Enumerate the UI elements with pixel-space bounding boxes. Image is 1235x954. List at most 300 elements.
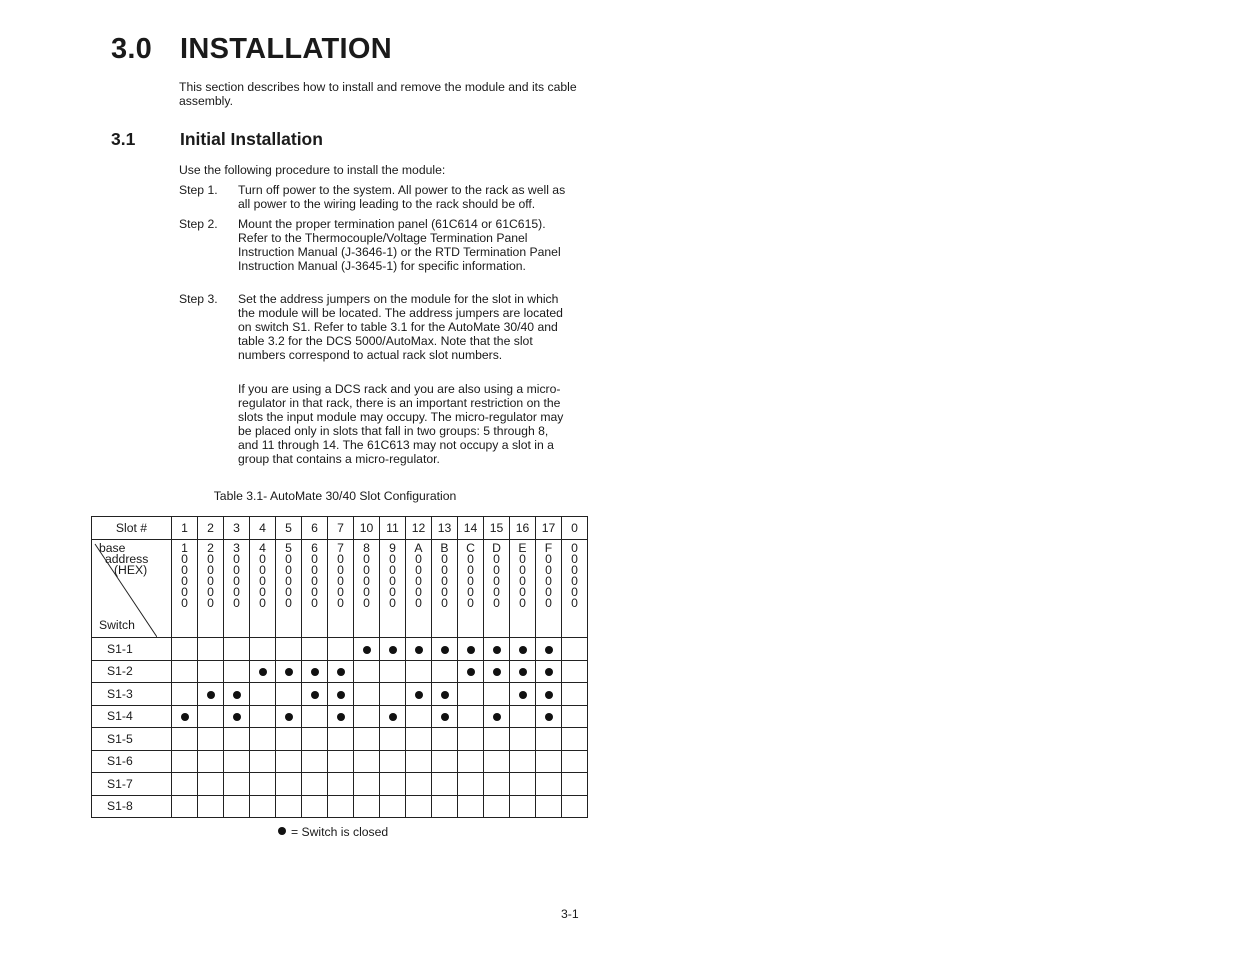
- switch-cell: [328, 660, 354, 683]
- switch-cell: [406, 660, 432, 683]
- address-digit: 0: [415, 596, 422, 610]
- switch-cell: [354, 795, 380, 818]
- address-digit: A: [414, 541, 423, 555]
- slot-header-row: [92, 517, 588, 540]
- address-digit: 0: [545, 563, 552, 577]
- switch-name: S1-5: [92, 728, 172, 751]
- closed-dot-icon: [389, 713, 397, 721]
- switch-cell: [562, 638, 588, 661]
- slot-header-cell: 12: [406, 517, 432, 540]
- address-digit: 0: [337, 552, 344, 566]
- address-digit: 0: [493, 552, 500, 566]
- switch-cell: [302, 660, 328, 683]
- address-cell: [536, 540, 562, 638]
- switch-cell: [562, 795, 588, 818]
- slot-header-cell: 16: [510, 517, 536, 540]
- switch-cell: [406, 795, 432, 818]
- address-digit: 8: [363, 541, 370, 555]
- address-digit: 0: [233, 552, 240, 566]
- switch-name: S1-6: [92, 750, 172, 773]
- address-digit: 0: [493, 563, 500, 577]
- switch-cell: [484, 773, 510, 796]
- closed-dot-icon: [233, 713, 241, 721]
- closed-dot-icon: [545, 646, 553, 654]
- address-digit: 2: [207, 541, 214, 555]
- switch-cell: [354, 750, 380, 773]
- switch-cell: [250, 773, 276, 796]
- switch-cell: [510, 638, 536, 661]
- table-caption: Table 3.1- AutoMate 30/40 Slot Configuration: [213, 489, 457, 503]
- switch-cell: [484, 638, 510, 661]
- switch-cell: [536, 728, 562, 751]
- switch-cell: [172, 795, 198, 818]
- switch-cell: [406, 683, 432, 706]
- address-digit: 0: [311, 585, 318, 599]
- closed-dot-icon: [493, 668, 501, 676]
- address-digit: 0: [259, 552, 266, 566]
- switch-cell: [198, 683, 224, 706]
- address-digit: 0: [233, 563, 240, 577]
- slot-header-cell: 7: [328, 517, 354, 540]
- address-digit: 3: [233, 541, 240, 555]
- address-cell: [458, 540, 484, 638]
- address-digit: 0: [493, 596, 500, 610]
- address-digit: 0: [337, 574, 344, 588]
- address-digit: 0: [285, 552, 292, 566]
- switch-cell: [510, 773, 536, 796]
- slot-header-label: Slot #: [92, 517, 172, 540]
- closed-dot-icon: [441, 691, 449, 699]
- address-cell: [562, 540, 588, 638]
- switch-cell: [198, 773, 224, 796]
- address-digit: 0: [389, 585, 396, 599]
- address-digit: 0: [519, 596, 526, 610]
- switch-cell: [354, 660, 380, 683]
- switch-cell: [432, 705, 458, 728]
- address-digit: 0: [207, 563, 214, 577]
- address-digit: 0: [571, 552, 578, 566]
- switch-cell: [380, 660, 406, 683]
- closed-dot-icon: [285, 713, 293, 721]
- base-address-switch-cell: [92, 540, 172, 638]
- switch-cell: [484, 750, 510, 773]
- switch-cell: [458, 773, 484, 796]
- switch-cell: [328, 683, 354, 706]
- switch-cell: [276, 683, 302, 706]
- switch-cell: [224, 638, 250, 661]
- address-digit: 0: [571, 541, 578, 555]
- switch-cell: [172, 705, 198, 728]
- address-cell: [380, 540, 406, 638]
- address-digit: 0: [389, 563, 396, 577]
- switch-cell: [302, 683, 328, 706]
- slot-header-cell: 13: [432, 517, 458, 540]
- base-label: base: [99, 541, 126, 555]
- address-cell: [250, 540, 276, 638]
- address-digit: 0: [259, 574, 266, 588]
- switch-cell: [198, 638, 224, 661]
- switch-cell: [536, 705, 562, 728]
- address-digit: 0: [545, 574, 552, 588]
- switch-cell: [354, 638, 380, 661]
- address-digit: 0: [389, 574, 396, 588]
- address-digit: 0: [181, 574, 188, 588]
- switch-cell: [224, 705, 250, 728]
- switch-name: S1-1: [92, 638, 172, 661]
- switch-cell: [510, 728, 536, 751]
- switch-cell: [380, 750, 406, 773]
- switch-cell: [172, 728, 198, 751]
- slot-header-cell: 15: [484, 517, 510, 540]
- address-digit: 0: [571, 596, 578, 610]
- switch-cell: [328, 705, 354, 728]
- address-cell: [198, 540, 224, 638]
- step-1-text: Turn off power to the system. All power to the rack as well as all power to the wiring leading to the rack should be off.: [238, 183, 566, 211]
- address-digit: E: [518, 541, 527, 555]
- procedure-intro: Use the following procedure to install the module:: [179, 163, 446, 177]
- closed-dot-icon: [337, 668, 345, 676]
- slot-header-cell: 11: [380, 517, 406, 540]
- address-digit: B: [440, 541, 449, 555]
- closed-dot-icon: [519, 691, 527, 699]
- switch-cell: [458, 660, 484, 683]
- address-cell: [484, 540, 510, 638]
- switch-cell: [172, 638, 198, 661]
- address-digit: 0: [207, 585, 214, 599]
- address-digit: 0: [389, 552, 396, 566]
- switch-cell: [562, 683, 588, 706]
- switch-cell: [302, 773, 328, 796]
- address-digit: 0: [545, 585, 552, 599]
- address-digit: 0: [207, 574, 214, 588]
- address-digit: 0: [415, 574, 422, 588]
- switch-cell: [536, 660, 562, 683]
- switch-cell: [484, 705, 510, 728]
- switch-cell: [406, 638, 432, 661]
- switch-cell: [354, 683, 380, 706]
- address-digit: 0: [571, 585, 578, 599]
- address-digit: 0: [441, 585, 448, 599]
- switch-cell: [458, 683, 484, 706]
- switch-cell: [536, 683, 562, 706]
- switch-cell: [276, 660, 302, 683]
- address-digit: 0: [467, 563, 474, 577]
- switch-cell: [510, 660, 536, 683]
- switch-row: [92, 773, 588, 796]
- closed-dot-icon: [278, 827, 286, 835]
- step-3-label: Step 3.: [179, 292, 218, 306]
- address-digit: 0: [571, 574, 578, 588]
- switch-row: [92, 638, 588, 661]
- switch-cell: [276, 750, 302, 773]
- address-digit: 0: [519, 552, 526, 566]
- address-digit: 0: [571, 563, 578, 577]
- address-digit: F: [544, 541, 553, 555]
- slot-header-cell: 17: [536, 517, 562, 540]
- switch-cell: [224, 660, 250, 683]
- address-digit: 0: [337, 563, 344, 577]
- switch-cell: [302, 638, 328, 661]
- switch-cell: [224, 728, 250, 751]
- switch-cell: [276, 795, 302, 818]
- switch-cell: [224, 773, 250, 796]
- step-3-text: Set the address jumpers on the module for the slot in which the module will be located. The address jumpers are located on switch S1. Refer to table 3.1 for the AutoMate 30/40 and table 3.2 for the DCS 5000/AutoMax. Note that the slot numbers correspond to actual rack slot numbers.: [238, 292, 563, 362]
- switch-cell: [458, 728, 484, 751]
- switch-cell: [432, 638, 458, 661]
- address-digit: 0: [493, 585, 500, 599]
- switch-cell: [432, 795, 458, 818]
- closed-dot-icon: [181, 713, 189, 721]
- address-cell: [328, 540, 354, 638]
- address-digit: 0: [467, 574, 474, 588]
- address-cell: [354, 540, 380, 638]
- address-digit: 0: [233, 596, 240, 610]
- address-digit: 0: [363, 574, 370, 588]
- address-digit: 6: [311, 541, 318, 555]
- address-digit: 0: [545, 596, 552, 610]
- step-3-note: If you are using a DCS rack and you are also using a micro-regulator in that rack, there is an important restriction on the slots the input module may occupy. The micro-regulator may be placed only in slots that fall in two groups: 5 through 8, and 11 through 14. The 61C613 may not occupy a slot in a group that contains a micro-regulator.: [238, 382, 564, 466]
- closed-dot-icon: [389, 646, 397, 654]
- switch-cell: [536, 638, 562, 661]
- address-digit: 0: [233, 574, 240, 588]
- switch-cell: [328, 750, 354, 773]
- address-cell: [172, 540, 198, 638]
- slot-header-cell: 5: [276, 517, 302, 540]
- address-digit: 4: [259, 541, 266, 555]
- switch-cell: [250, 705, 276, 728]
- page-number: 3-1: [561, 907, 579, 921]
- closed-dot-icon: [337, 691, 345, 699]
- slot-header-cell: 14: [458, 517, 484, 540]
- address-digit: 0: [233, 585, 240, 599]
- switch-cell: [484, 683, 510, 706]
- switch-cell: [380, 683, 406, 706]
- switch-cell: [536, 750, 562, 773]
- address-digit: 0: [363, 552, 370, 566]
- closed-dot-icon: [545, 691, 553, 699]
- address-digit: C: [466, 541, 475, 555]
- switch-row: [92, 660, 588, 683]
- closed-dot-icon: [415, 646, 423, 654]
- closed-dot-icon: [545, 713, 553, 721]
- address-digit: 0: [441, 563, 448, 577]
- address-digit: 5: [285, 541, 292, 555]
- switch-cell: [250, 638, 276, 661]
- switch-cell: [354, 705, 380, 728]
- closed-dot-icon: [441, 646, 449, 654]
- address-digit: 0: [415, 552, 422, 566]
- switch-cell: [458, 750, 484, 773]
- switch-cell: [406, 750, 432, 773]
- switch-cell: [510, 705, 536, 728]
- switch-label: Switch: [99, 618, 135, 632]
- address-digit: 0: [363, 585, 370, 599]
- closed-dot-icon: [233, 691, 241, 699]
- address-digit: 0: [311, 563, 318, 577]
- chapter-title: INSTALLATION: [180, 33, 392, 65]
- switch-cell: [276, 705, 302, 728]
- step-2-label: Step 2.: [179, 217, 218, 231]
- address-digit: 0: [363, 563, 370, 577]
- switch-cell: [380, 705, 406, 728]
- switch-cell: [302, 705, 328, 728]
- address-digit: 0: [467, 585, 474, 599]
- address-row: [92, 540, 588, 638]
- address-digit: 0: [181, 596, 188, 610]
- address-digit: 0: [207, 596, 214, 610]
- closed-dot-icon: [363, 646, 371, 654]
- closed-dot-icon: [415, 691, 423, 699]
- address-cell: [406, 540, 432, 638]
- closed-dot-icon: [467, 646, 475, 654]
- address-digit: 0: [467, 596, 474, 610]
- closed-dot-icon: [467, 668, 475, 676]
- switch-name: S1-3: [92, 683, 172, 706]
- slot-header-cell: 2: [198, 517, 224, 540]
- step-1-label: Step 1.: [179, 183, 218, 197]
- section-title: Initial Installation: [180, 129, 323, 149]
- address-label: address: [105, 552, 149, 566]
- intro-paragraph: This section describes how to install and remove the module and its cable assembly.: [179, 80, 577, 108]
- step-2-text: Mount the proper termination panel (61C614 or 61C615). Refer to the Thermocouple/Voltage Termination Panel Instruction Manual (J-3646-1) or the RTD Termination Panel Instruction Manual (J-3645-1) for specific information.: [238, 217, 561, 273]
- switch-cell: [380, 728, 406, 751]
- address-digit: 0: [259, 596, 266, 610]
- address-digit: 0: [415, 563, 422, 577]
- address-cell: [302, 540, 328, 638]
- switch-cell: [250, 660, 276, 683]
- closed-dot-icon: [207, 691, 215, 699]
- switch-cell: [224, 683, 250, 706]
- address-digit: 0: [493, 574, 500, 588]
- table-legend: [278, 825, 388, 839]
- address-digit: 0: [181, 563, 188, 577]
- address-digit: 0: [363, 596, 370, 610]
- address-cell: [224, 540, 250, 638]
- switch-cell: [432, 773, 458, 796]
- address-digit: 0: [441, 596, 448, 610]
- switch-cell: [250, 750, 276, 773]
- address-digit: 0: [467, 552, 474, 566]
- address-digit: D: [492, 541, 501, 555]
- switch-cell: [432, 660, 458, 683]
- section-number: 3.1: [111, 129, 136, 149]
- switch-cell: [510, 750, 536, 773]
- address-digit: 0: [285, 563, 292, 577]
- address-digit: 0: [285, 596, 292, 610]
- switch-cell: [536, 795, 562, 818]
- switch-cell: [406, 728, 432, 751]
- closed-dot-icon: [311, 668, 319, 676]
- address-digit: 0: [259, 585, 266, 599]
- switch-cell: [302, 750, 328, 773]
- address-digit: 0: [415, 585, 422, 599]
- address-digit: 0: [441, 574, 448, 588]
- address-cell: [276, 540, 302, 638]
- closed-dot-icon: [441, 713, 449, 721]
- address-digit: 0: [337, 596, 344, 610]
- switch-cell: [432, 683, 458, 706]
- switch-cell: [328, 795, 354, 818]
- address-digit: 0: [389, 596, 396, 610]
- closed-dot-icon: [311, 691, 319, 699]
- switch-cell: [432, 728, 458, 751]
- closed-dot-icon: [493, 713, 501, 721]
- switch-cell: [198, 795, 224, 818]
- switch-cell: [510, 795, 536, 818]
- switch-cell: [198, 728, 224, 751]
- address-digit: 0: [337, 585, 344, 599]
- slot-header-cell: 4: [250, 517, 276, 540]
- switch-cell: [302, 795, 328, 818]
- switch-cell: [458, 638, 484, 661]
- switch-cell: [328, 773, 354, 796]
- slot-header-cell: 6: [302, 517, 328, 540]
- switch-cell: [276, 728, 302, 751]
- slot-configuration-table: [91, 516, 588, 818]
- switch-cell: [172, 660, 198, 683]
- address-digit: 0: [311, 552, 318, 566]
- switch-row: [92, 750, 588, 773]
- switch-cell: [224, 750, 250, 773]
- address-digit: 0: [259, 563, 266, 577]
- switch-cell: [250, 683, 276, 706]
- switch-cell: [198, 750, 224, 773]
- switch-cell: [510, 683, 536, 706]
- switch-cell: [198, 660, 224, 683]
- switch-cell: [302, 728, 328, 751]
- address-cell: [510, 540, 536, 638]
- hex-label: (HEX): [114, 563, 148, 577]
- closed-dot-icon: [519, 646, 527, 654]
- switch-cell: [276, 773, 302, 796]
- switch-cell: [354, 773, 380, 796]
- switch-cell: [328, 728, 354, 751]
- switch-cell: [380, 773, 406, 796]
- closed-dot-icon: [493, 646, 501, 654]
- switch-row: [92, 728, 588, 751]
- address-digit: 0: [519, 574, 526, 588]
- switch-row: [92, 795, 588, 818]
- address-digit: 0: [545, 552, 552, 566]
- switch-cell: [276, 638, 302, 661]
- closed-dot-icon: [285, 668, 293, 676]
- address-digit: 7: [337, 541, 344, 555]
- switch-cell: [562, 750, 588, 773]
- switch-cell: [250, 795, 276, 818]
- switch-cell: [562, 660, 588, 683]
- switch-cell: [484, 795, 510, 818]
- switch-cell: [484, 660, 510, 683]
- address-digit: 0: [181, 585, 188, 599]
- address-digit: 0: [311, 596, 318, 610]
- switch-cell: [562, 705, 588, 728]
- address-digit: 0: [181, 552, 188, 566]
- switch-cell: [432, 750, 458, 773]
- switch-cell: [380, 638, 406, 661]
- switch-row: [92, 683, 588, 706]
- switch-name: S1-7: [92, 773, 172, 796]
- closed-dot-icon: [545, 668, 553, 676]
- closed-dot-icon: [259, 668, 267, 676]
- switch-cell: [380, 795, 406, 818]
- switch-cell: [224, 795, 250, 818]
- address-digit: 0: [207, 552, 214, 566]
- switch-cell: [172, 750, 198, 773]
- switch-row: [92, 705, 588, 728]
- switch-cell: [172, 773, 198, 796]
- slot-header-cell: 0: [562, 517, 588, 540]
- switch-cell: [172, 683, 198, 706]
